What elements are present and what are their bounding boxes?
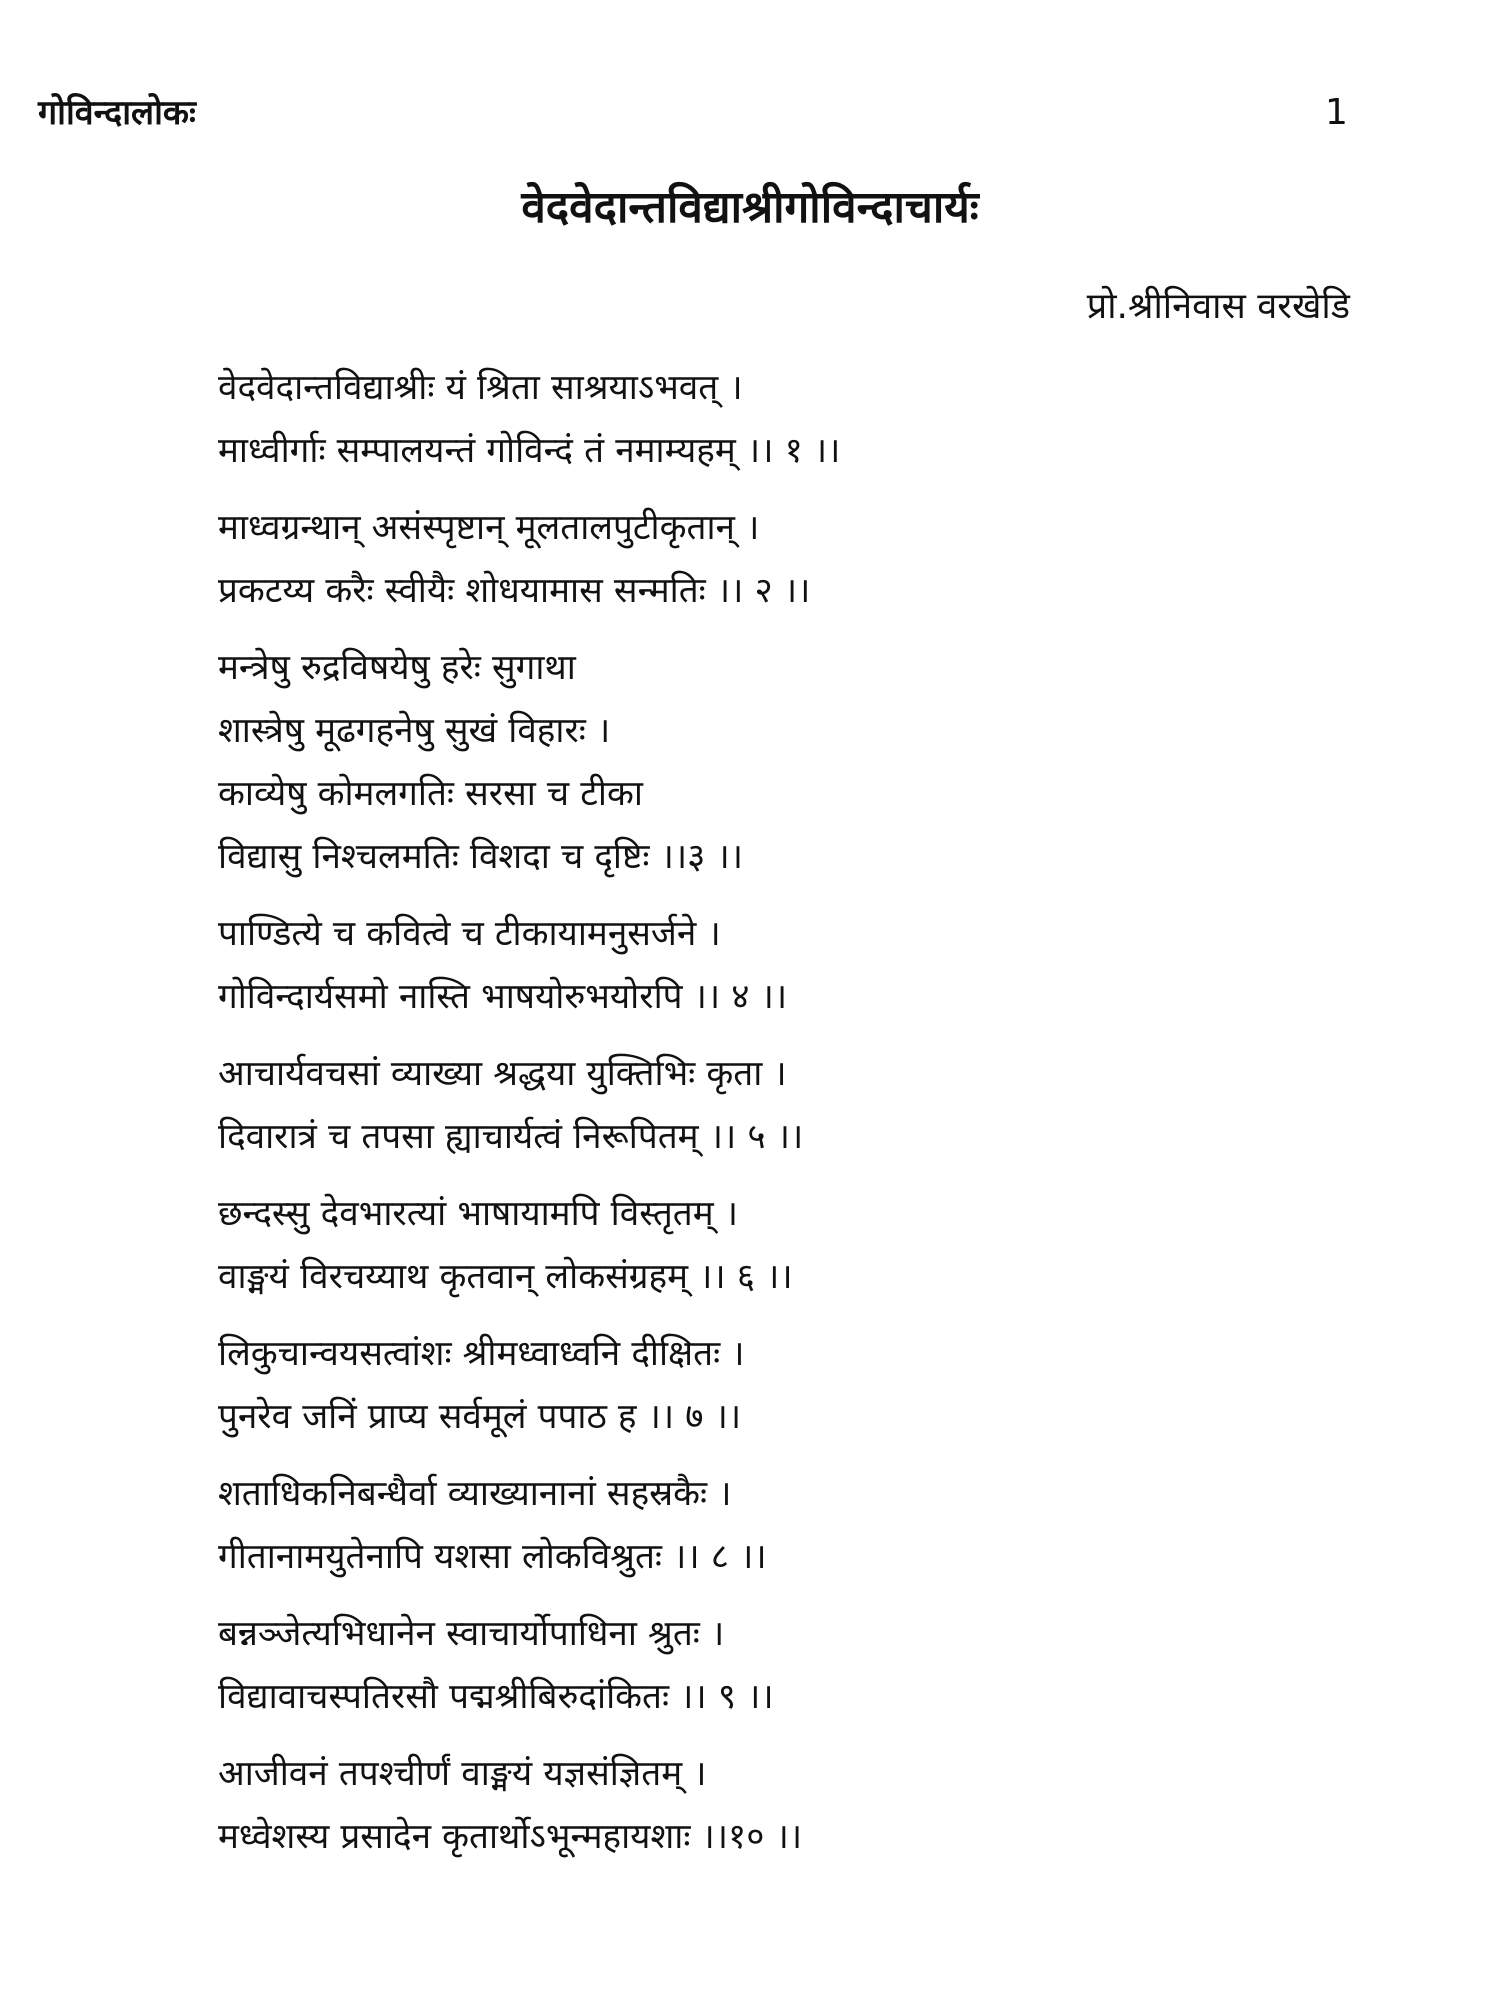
author-name: प्रो.श्रीनिवास वरखेडि	[1086, 286, 1350, 327]
verse-line: विद्यावाचस्पतिरसौ पद्मश्रीबिरुदांकितः ।। ९ ।।	[218, 1677, 774, 1717]
verse-8	[218, 1463, 1468, 1589]
verse-line: शताधिकनिबन्धैर्वा व्याख्यानानां सहस्रकैः ।	[218, 1474, 732, 1514]
verse-line: माध्वग्रन्थान् असंस्पृष्टान् मूलतालपुटीकृतान् ।	[218, 508, 760, 548]
verse-line: पुनरेव जनिं प्राप्य सर्वमूलं पपाठ ह ।। ७ ।।	[218, 1397, 742, 1437]
verse-2	[218, 497, 1468, 623]
verse-line: मन्त्रेषु रुद्रविषयेषु हरेः सुगाथा	[218, 648, 576, 688]
verse-line: प्रकटय्य करैः स्वीयैः शोधयामास सन्मतिः ।। २ ।।	[218, 571, 811, 611]
verse-line: छन्दस्सु देवभारत्यां भाषायामपि विस्तृतम् ।	[218, 1194, 739, 1234]
verse-4	[218, 903, 1468, 1029]
verse-line: दिवारात्रं च तपसा ह्याचार्यत्वं निरूपितम् ।। ५ ।।	[218, 1117, 804, 1157]
verse-9	[218, 1603, 1468, 1729]
verse-list	[218, 357, 1468, 1883]
verse-7	[218, 1323, 1468, 1449]
running-title: गोविन्दालोकः	[38, 93, 196, 133]
verse-line: गोविन्दार्यसमो नास्ति भाषयोरुभयोरपि ।। ४ ।।	[218, 977, 788, 1017]
verse-6	[218, 1183, 1468, 1309]
verse-line: लिकुचान्वयसत्वांशः श्रीमध्वाध्वनि दीक्षितः ।	[218, 1334, 745, 1374]
verse-line: वाङ्मयं विरचय्याथ कृतवान् लोकसंग्रहम् ।। ६ ।।	[218, 1257, 793, 1297]
article-title: वेदवेदान्तविद्याश्रीगोविन्दाचार्यः	[521, 182, 979, 233]
verse-line: मध्वेशस्य प्रसादेन कृतार्थोऽभून्महायशाः ।।१० ।।	[218, 1817, 803, 1857]
verse-line: गीतानामयुतेनापि यशसा लोकविश्रुतः ।। ८ ।।	[218, 1537, 767, 1577]
verse-line: विद्यासु निश्चलमतिः विशदा च दृष्टिः ।।३ ।।	[218, 837, 744, 877]
page-number: 1	[1325, 92, 1348, 133]
verse-line: शास्त्रेषु मूढगहनेषु सुखं विहारः ।	[218, 711, 611, 751]
verse-line: आचार्यवचसां व्याख्या श्रद्धया युक्तिभिः कृता ।	[218, 1054, 787, 1094]
verse-line: बन्नञ्जेत्यभिधानेन स्वाचार्योपाधिना श्रुतः ।	[218, 1614, 725, 1654]
verse-10	[218, 1743, 1468, 1869]
verse-3	[218, 637, 1468, 889]
verse-line: वेदवेदान्तविद्याश्रीः यं श्रिता साश्रयाऽभवत् ।	[218, 368, 743, 408]
verse-5	[218, 1043, 1468, 1169]
verse-line: पाण्डित्ये च कवित्वे च टीकायामनुसर्जने ।	[218, 914, 721, 954]
verse-line: माध्वीर्गाः सम्पालयन्तं गोविन्दं तं नमाम्यहम् ।। १ ।।	[218, 431, 841, 471]
verse-line: आजीवनं तपश्चीर्णं वाङ्मयं यज्ञसंज्ञितम् ।	[218, 1754, 707, 1794]
verse-line: काव्येषु कोमलगतिः सरसा च टीका	[218, 774, 643, 814]
verse-1	[218, 357, 1468, 483]
